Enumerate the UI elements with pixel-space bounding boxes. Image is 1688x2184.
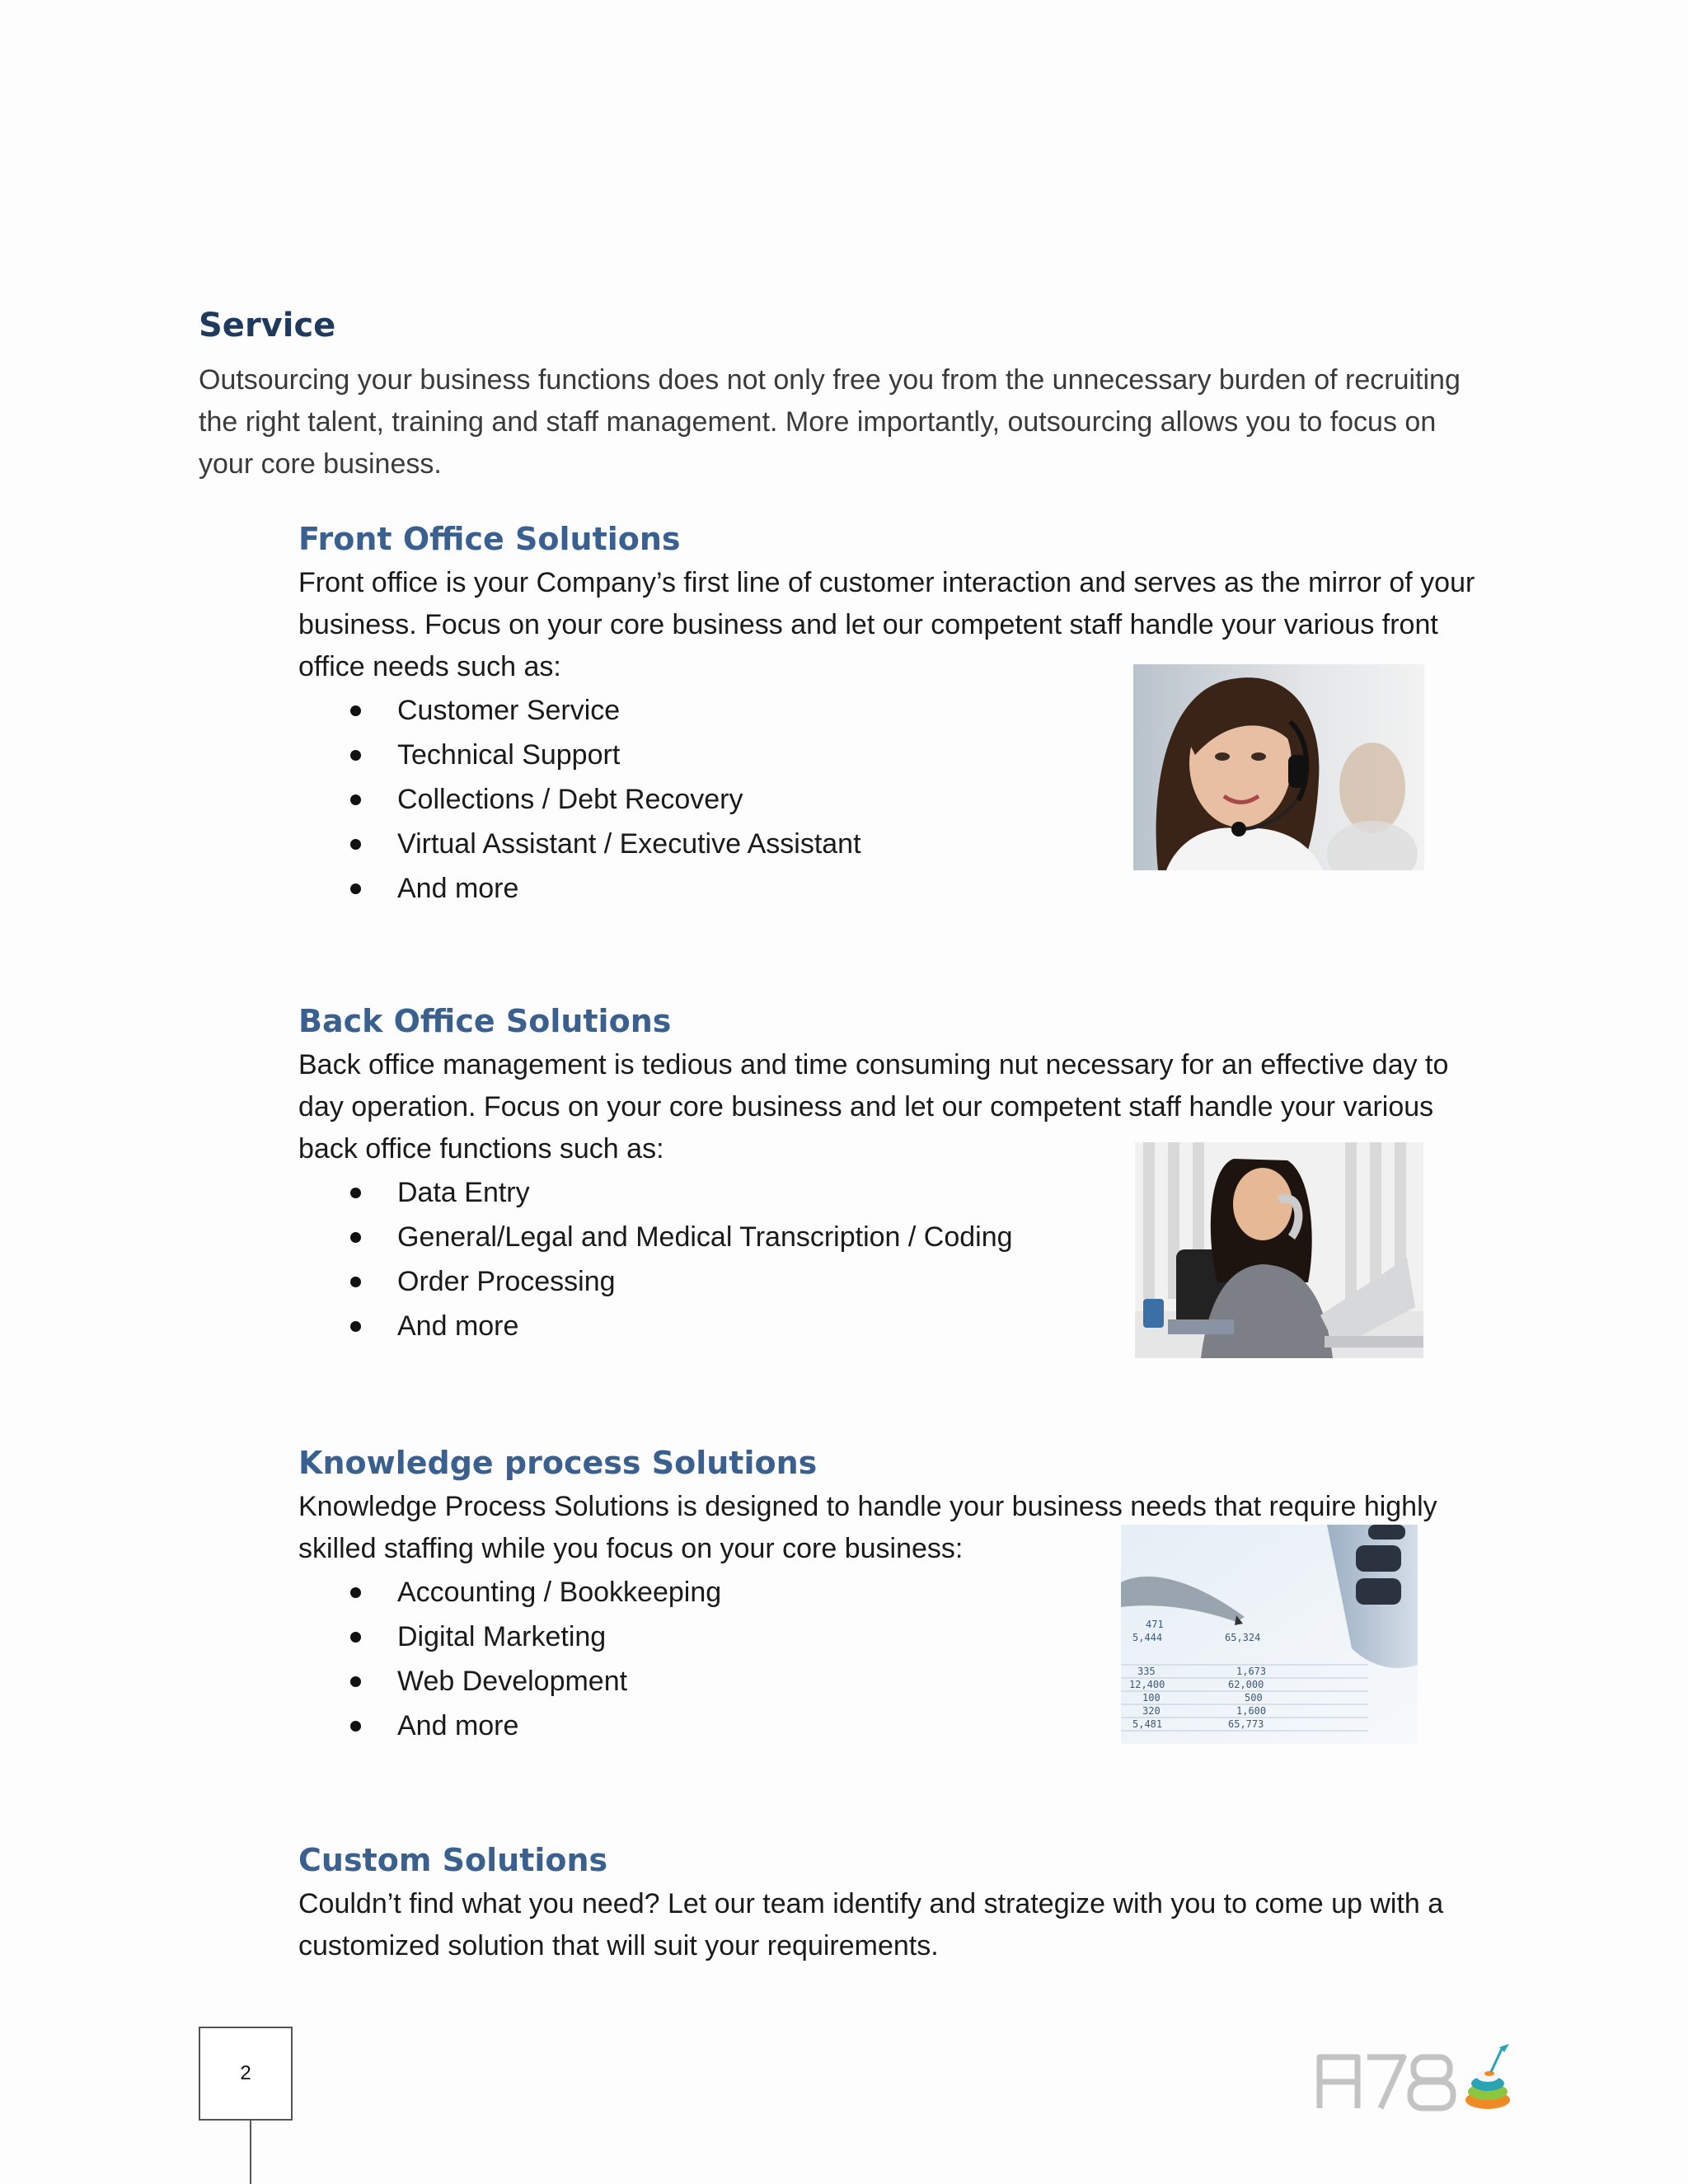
list-item: Collections / Debt Recovery — [298, 777, 1493, 822]
knowledge-description: Knowledge Process Solutions is designed to handle your business needs that require highly skilled staffing while you focus on your core business: — [298, 1491, 1437, 1564]
bullet-icon — [350, 750, 361, 761]
bullet-icon — [350, 839, 361, 850]
custom-section — [298, 1837, 1493, 1967]
bullet-icon — [350, 1587, 361, 1598]
front-office-description: Front office is your Company’s first line of customer interaction and serves as the mirror of your business. Focus on your core business and let our competent staff handle your various front office needs such as: — [298, 567, 1475, 682]
bullet-icon — [350, 1632, 361, 1643]
svg-text:62,000: 62,000 — [1228, 1679, 1264, 1690]
intro-paragraph: Outsourcing your business functions does not only free you from the unnecessary burden of recruiting the right talent, training and staff management. More importantly, outsourcing allows you to focus on your core business. — [199, 364, 1461, 480]
page-number-box — [199, 2027, 293, 2121]
page-number-connector — [250, 2121, 251, 2184]
svg-text:335: 335 — [1137, 1666, 1156, 1677]
bullet-icon — [350, 794, 361, 805]
list-item: And more — [298, 1304, 1493, 1348]
list-item: And more — [298, 866, 1493, 911]
call-center-agent-photo — [1133, 664, 1424, 870]
page-title: Service — [199, 307, 336, 344]
svg-text:65,773: 65,773 — [1228, 1718, 1264, 1730]
company-logo — [1315, 2041, 1533, 2115]
bullet-icon — [350, 1277, 361, 1287]
list-item: Virtual Assistant / Executive Assistant — [298, 822, 1493, 866]
custom-title: Custom Solutions — [298, 1842, 608, 1878]
list-item: Digital Marketing — [298, 1615, 1493, 1659]
calculator-spreadsheet-photo — [1121, 1525, 1418, 1744]
svg-text:5,444: 5,444 — [1132, 1632, 1163, 1643]
bullet-icon — [350, 1232, 361, 1243]
bullet-icon — [350, 1188, 361, 1198]
front-office-title: Front Office Solutions — [298, 521, 681, 557]
svg-text:1,673: 1,673 — [1236, 1666, 1267, 1677]
bullet-icon — [350, 1676, 361, 1687]
bullet-icon — [350, 705, 361, 716]
back-office-title: Back Office Solutions — [298, 1003, 672, 1039]
list-item: Accounting / Bookkeeping — [298, 1570, 1493, 1615]
svg-text:1,600: 1,600 — [1236, 1705, 1267, 1717]
office-worker-photo — [1135, 1142, 1423, 1358]
list-item: Order Processing — [298, 1259, 1493, 1304]
custom-description: Couldn’t find what you need? Let our team identify and strategize with you to come up with a customized solution that will suit your requirements. — [298, 1888, 1444, 1961]
knowledge-title: Knowledge process Solutions — [298, 1445, 818, 1481]
list-item: Web Development — [298, 1659, 1493, 1704]
bullet-icon — [350, 883, 361, 894]
svg-text:5,481: 5,481 — [1132, 1718, 1163, 1730]
list-item: General/Legal and Medical Transcription / Coding — [298, 1215, 1493, 1259]
svg-text:12,400: 12,400 — [1129, 1679, 1165, 1690]
svg-text:100: 100 — [1142, 1692, 1160, 1704]
list-item: Technical Support — [298, 733, 1493, 777]
list-item: Customer Service — [298, 688, 1493, 733]
svg-text:320: 320 — [1142, 1705, 1160, 1717]
list-item: Data Entry — [298, 1170, 1493, 1215]
svg-text:500: 500 — [1245, 1692, 1263, 1704]
svg-text:471: 471 — [1146, 1619, 1164, 1630]
bullet-icon — [350, 1721, 361, 1732]
back-office-description: Back office management is tedious and time consuming nut necessary for an effective day to day operation. Focus on your core business and let our competent staff handle your various back office functions such as: — [298, 1049, 1449, 1165]
bullet-icon — [350, 1321, 361, 1332]
list-item: And more — [298, 1704, 1493, 1748]
svg-text:65,324: 65,324 — [1225, 1632, 1261, 1643]
page-number: 2 — [240, 2062, 251, 2084]
